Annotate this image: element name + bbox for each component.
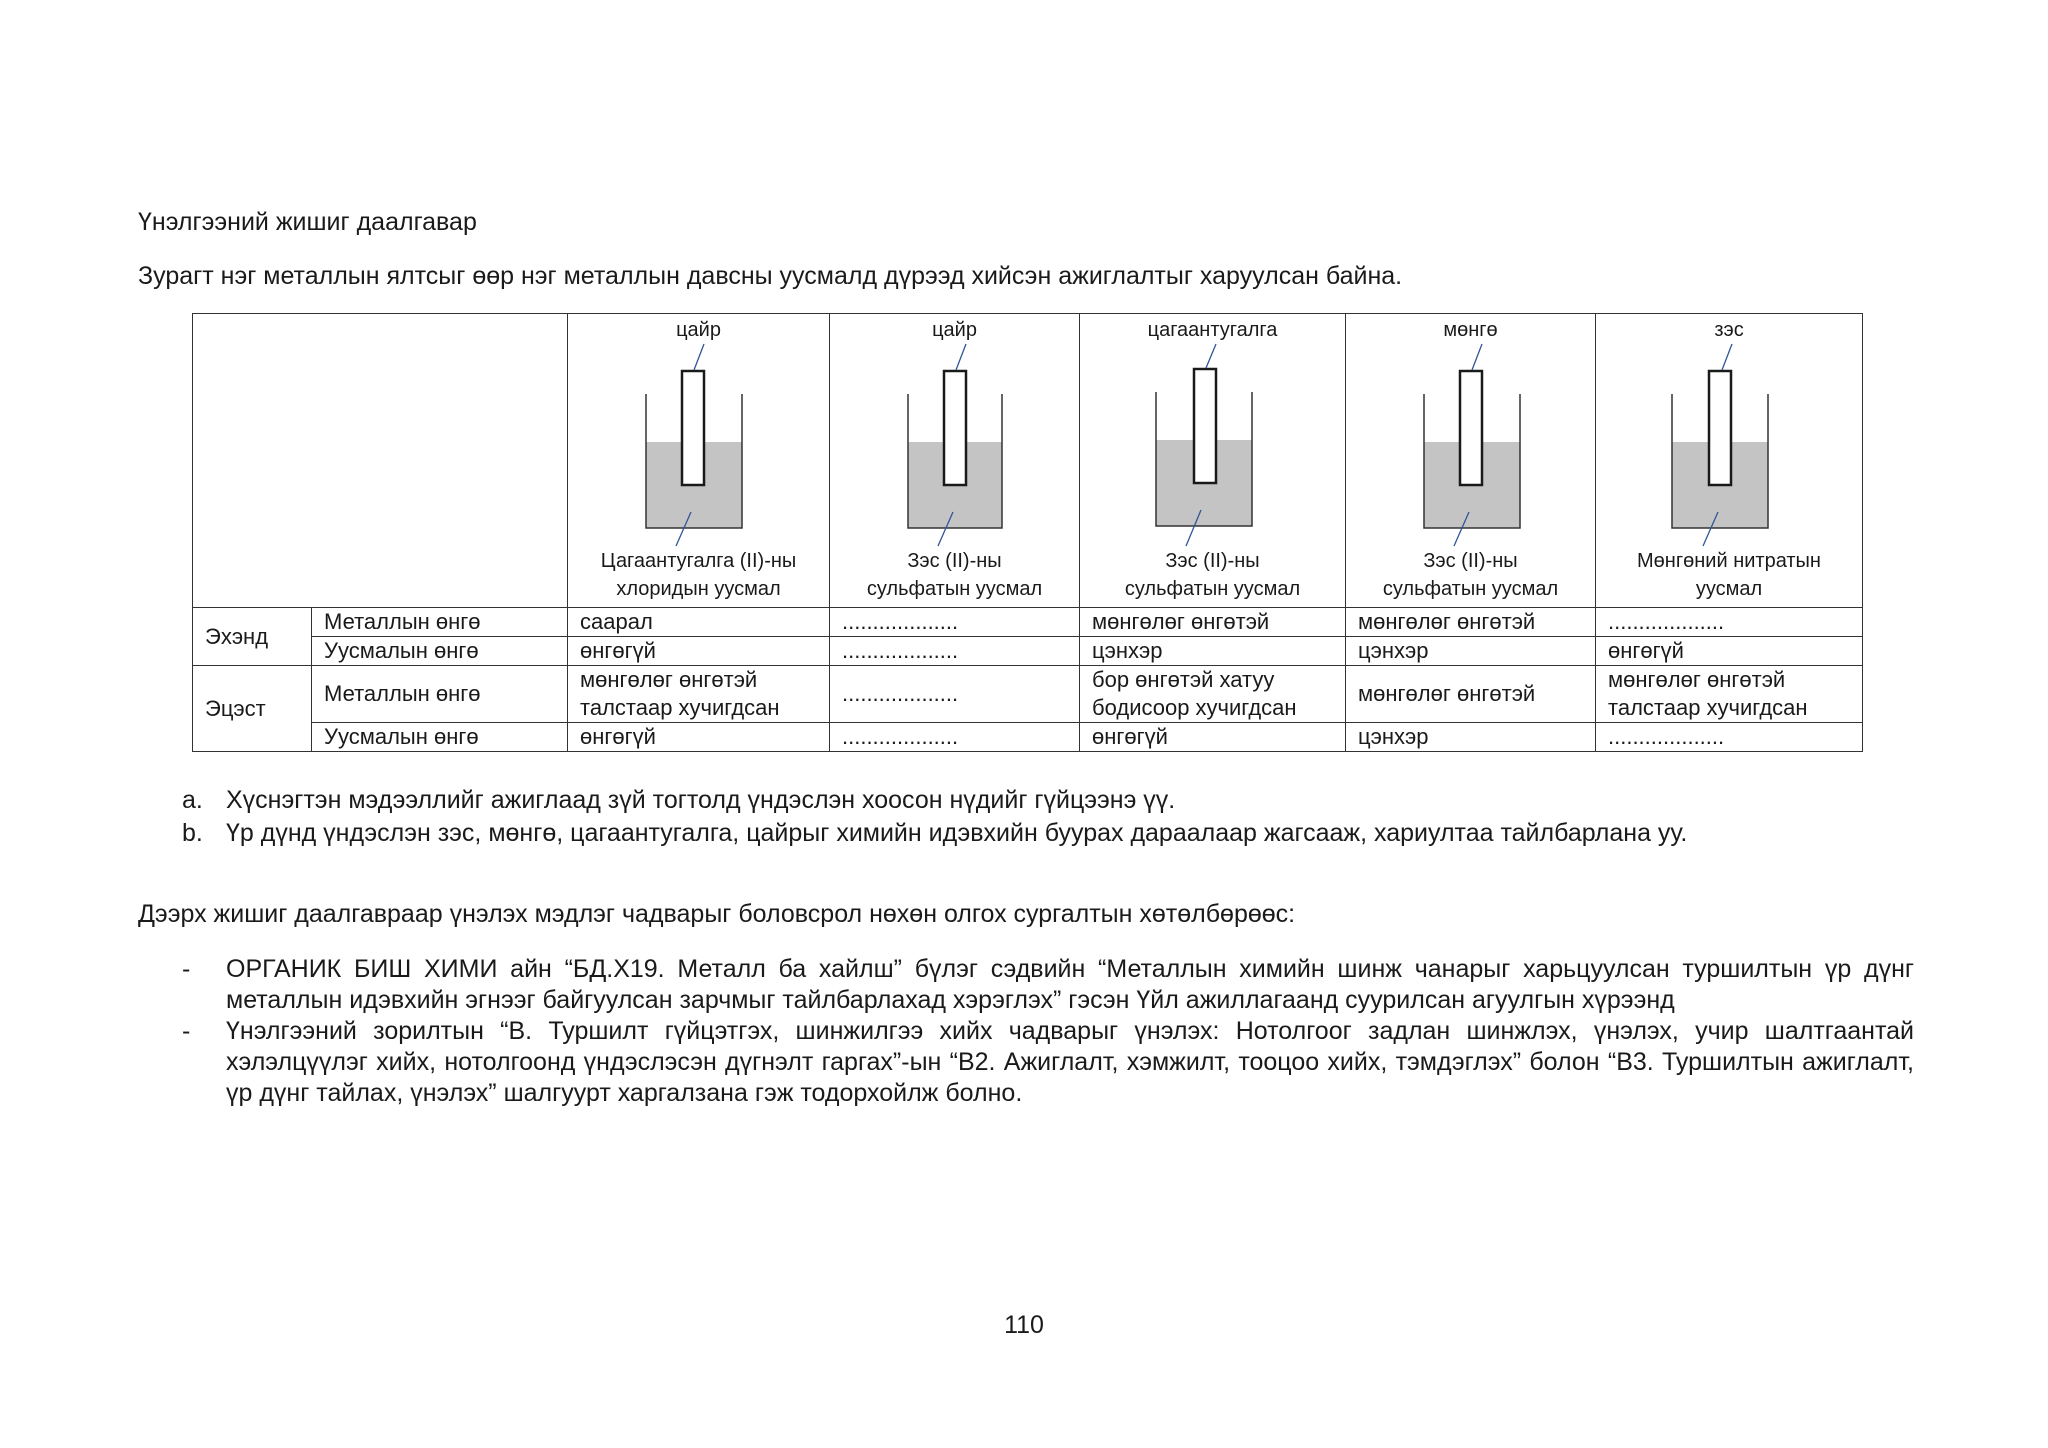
table-cell: өнгөгүй [1596,637,1863,666]
start-metal-color-row [193,608,1863,637]
metal-callout-line [1722,344,1732,370]
solution-label-line: Зэс (II)-ны [1423,550,1518,572]
question-text: Үр дүнд үндэслэн зэс, мөнгө, цагаантугалга, цайрыг химийн идэвхийн буурах дараалаар жагсааж, хариултаа тайлбарлана уу. [226,819,1688,847]
table-cell [830,666,1080,723]
table-cell: ................... [830,608,1080,637]
solution-label-line: сульфатын уусмал [1124,578,1301,600]
experiment-cell [830,314,1080,608]
solution-label [568,547,829,603]
metal-label: цайр [676,319,721,341]
bullet-item [182,954,1914,1016]
experiment-diagram-row [193,314,1863,608]
table-cell: мөнгөлөг өнгөтэй [1346,608,1596,637]
table-cell: цэнхэр [1080,637,1346,666]
empty-corner-cell [193,314,568,608]
table-cell: ................... [1596,608,1863,637]
solution-label-line: Мөнгөний нитратын [1637,550,1821,572]
cell-line: бодисоор хучигдсан [1092,695,1297,720]
table-cell: ................... [1596,723,1863,752]
table-cell [568,666,830,723]
page-heading: Үнэлгээний жишиг даалгавар [138,208,477,236]
cell-line: бор өнгөтэй хатуу [1092,667,1275,692]
question-item [182,784,1687,817]
bullet-marker: - [182,1017,191,1045]
solution-label-line: Зэс (II)-ны [1165,550,1260,572]
cell-line: мөнгөлөг өнгөтэй [1608,667,1786,692]
experiment-cell [1596,314,1863,608]
cell-line: мөнгөлөг өнгөтэй [580,667,758,692]
solution-label [1596,547,1862,603]
experiment-table [192,313,1863,752]
curriculum-intro: Дээрх жишиг даалгавраар үнэлэх мэдлэг чадварыг боловсрол нөхөн олгох сургалтын хөтөлбөрөөс: [138,900,1296,928]
solution-label-line: уусмал [1695,578,1763,600]
bullet-text: Үнэлгээний зорилтын “В. Туршилт гүйцэтгэх, шинжилгээ хийх чадварыг үнэлэх: Нотолгоог задлан шинжлэх, үнэлэх, учир шалтгаантай хэлэлцүүлэг хийх, нотолгоонд үндэслэсэн дүгнэлт гаргах”-ын “В2. Ажиглалт, хэмжилт, тооцоо хийх, тэмдэглэх” болон “В3. Туршилтын ажиглалт, үр дүнг тайлах, үнэлэх” шалгуурт харгалзана гэж тодорхойлж болно. [226,1017,1914,1107]
solution-label-line: хлоридын уусмал [616,578,781,600]
metal-callout-line [1472,344,1482,370]
table-cell [1596,666,1863,723]
metal-label: цагаантугалга [1147,319,1278,341]
question-marker: a. [182,786,203,814]
metal-strip [1194,369,1216,483]
experiment-cell [1346,314,1596,608]
metal-callout-line [956,344,966,370]
cell-line: талстаар хучигдсан [1608,695,1808,720]
table-cell: өнгөгүй [568,723,830,752]
table-cell: ................... [830,637,1080,666]
solution-label [1346,547,1595,603]
table-cell: цэнхэр [1346,723,1596,752]
row-label: Металлын өнгө [312,666,568,723]
solution-label-line: сульфатын уусмал [1382,578,1559,600]
question-text: Хүснэгтэн мэдээллийг ажиглаад зүй тогтолд үндэслэн хоосон нүдийг гүйцээнэ үү. [226,786,1176,814]
metal-label: зэс [1714,319,1744,341]
row-group-end: Эцэст [193,666,312,752]
table-cell [1080,666,1346,723]
solution-label-line: Цагаантугалга (II)-ны [600,550,797,572]
experiment-cell [1080,314,1346,608]
question-list [182,784,1687,850]
table-cell: саарал [568,608,830,637]
end-solution-color-row [193,723,1863,752]
row-label: Уусмалын өнгө [312,723,568,752]
intro-paragraph: Зурагт нэг металлын ялтсыг өөр нэг металлын давсны уусмалд дүрээд хийсэн ажиглалтыг харуулсан байна. [138,262,1403,290]
cell-line: талстаар хучигдсан [580,695,780,720]
table-cell: цэнхэр [1346,637,1596,666]
solution-label [830,547,1079,603]
question-marker: b. [182,819,203,847]
solution-label [1080,547,1345,603]
table-cell [1346,666,1596,723]
row-group-start: Эхэнд [193,608,312,666]
table-cell: ................... [830,723,1080,752]
row-label: Уусмалын өнгө [312,637,568,666]
table-cell: мөнгөлөг өнгөтэй [1080,608,1346,637]
question-item [182,817,1687,850]
metal-strip [1460,371,1482,485]
curriculum-bullet-list [182,954,1914,1109]
metal-strip [682,371,704,485]
start-solution-color-row [193,637,1863,666]
bullet-item [182,1016,1914,1109]
metal-label: мөнгө [1443,319,1498,341]
metal-strip [1709,371,1731,485]
bullet-marker: - [182,955,191,983]
metal-callout-line [694,344,704,370]
table-cell: өнгөгүй [1080,723,1346,752]
end-metal-color-row [193,666,1863,723]
cell-line: ................... [842,681,959,706]
cell-line: мөнгөлөг өнгөтэй [1358,681,1536,706]
table-cell: өнгөгүй [568,637,830,666]
metal-label: цайр [932,319,977,341]
solution-label-line: сульфатын уусмал [866,578,1043,600]
experiment-cell [568,314,830,608]
bullet-text: ОРГАНИК БИШ ХИМИ айн “БД.Х19. Металл ба хайлш” бүлэг сэдвийн “Металлын химийн шинж чанарыг харьцуулсан туршилтын үр дүнг металлын идэвхийн эгнээг байгуулсан зарчмыг тайлбарлахад хэрэглэх” гэсэн Үйл ажиллагаанд суурилсан агуулгын хүрээнд [226,955,1914,1014]
metal-strip [944,371,966,485]
page-number: 110 [1004,1311,1044,1339]
row-label: Металлын өнгө [312,608,568,637]
solution-label-line: Зэс (II)-ны [907,550,1002,572]
metal-callout-line [1206,344,1216,368]
